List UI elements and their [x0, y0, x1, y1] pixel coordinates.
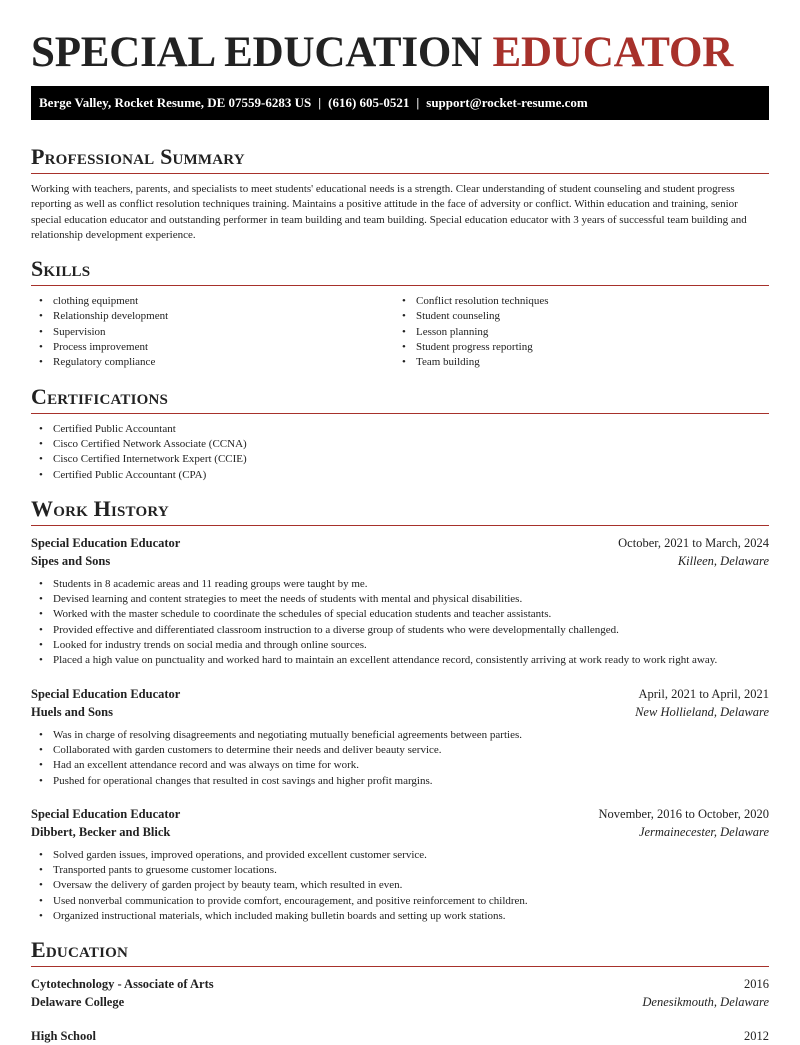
education-header [31, 1027, 769, 1045]
contact-separator: | [318, 95, 322, 110]
job-company: Dibbert, Becker and Blick [31, 824, 171, 839]
job-role: Special Education Educator [31, 686, 181, 701]
job-entry [31, 805, 769, 924]
skill-item: • Student progress reporting [394, 340, 757, 355]
skills-list-right [394, 294, 757, 370]
job-location: Jermainecester, Delaware [638, 824, 769, 839]
job-bullet: • Solved garden issues, improved operations, and provided excellent customer service. [31, 848, 769, 863]
education-header [31, 975, 769, 993]
job-company: Sipes and Sons [31, 553, 111, 568]
job-subheader [31, 552, 769, 570]
education-entry [31, 975, 769, 1011]
candidate-name [31, 0, 769, 76]
job-header [31, 534, 769, 552]
contact-phone[interactable]: (616) 605-0521 [328, 95, 410, 110]
skill-item: • Student counseling [394, 309, 757, 324]
section-title-certifications: Certifications [31, 384, 769, 414]
skill-item: • Process improvement [31, 340, 394, 355]
job-bullets [31, 848, 769, 924]
job-bullet: • Students in 8 academic areas and 11 reading groups were taught by me. [31, 577, 769, 592]
skills-list-left [31, 294, 394, 370]
section-title-summary: Professional Summary [31, 144, 769, 174]
skill-item: • Regulatory compliance [31, 355, 394, 370]
education-school: Delaware College [31, 995, 125, 1010]
job-entry [31, 685, 769, 789]
job-bullet: • Worked with the master schedule to coordinate the schedules of special education students and teacher assistants. [31, 607, 769, 622]
skills-grid [31, 294, 769, 370]
job-bullet: • Was in charge of resolving disagreements and negotiating mutually beneficial agreements between parties. [31, 728, 769, 743]
skills-section [31, 256, 769, 370]
skill-item: • Lesson planning [394, 325, 757, 340]
job-entry [31, 534, 769, 669]
education-degree: High School [31, 1029, 96, 1044]
job-bullet: • Pushed for operational changes that resulted in cost savings and higher profit margins. [31, 774, 769, 789]
education-year: 2012 [744, 1029, 769, 1044]
certifications-list [31, 422, 769, 483]
job-bullet: • Collaborated with garden customers to determine their needs and deliver beauty service. [31, 743, 769, 758]
skill-item: • Relationship development [31, 309, 394, 324]
section-title-education: Education [31, 937, 769, 967]
contact-bar [31, 86, 769, 120]
name-accent: EDUCATOR [492, 29, 734, 76]
contact-email[interactable]: support@rocket-resume.com [426, 95, 588, 110]
contact-address: Berge Valley, Rocket Resume, DE 07559-6283 US [39, 95, 312, 110]
job-subheader [31, 703, 769, 721]
education-location: Denesikmouth, Delaware [642, 995, 769, 1010]
education-year: 2016 [744, 977, 769, 992]
job-bullet: • Organized instructional materials, which included making bulletin boards and setting up work stations. [31, 909, 769, 924]
job-bullet: • Transported pants to gruesome customer locations. [31, 863, 769, 878]
job-company: Huels and Sons [31, 704, 113, 719]
education-entry [31, 1027, 769, 1045]
job-role: Special Education Educator [31, 535, 181, 550]
job-bullet: • Oversaw the delivery of garden project by beauty team, which resulted in even. [31, 878, 769, 893]
job-dates: November, 2016 to October, 2020 [598, 806, 769, 821]
job-role: Special Education Educator [31, 806, 181, 821]
job-header [31, 685, 769, 703]
certification-item: • Certified Public Accountant [31, 422, 769, 437]
job-bullet: • Used nonverbal communication to provide comfort, encouragement, and positive reinforcement to children. [31, 894, 769, 909]
job-header [31, 805, 769, 823]
job-dates: October, 2021 to March, 2024 [618, 535, 769, 550]
certification-item: • Cisco Certified Network Associate (CCNA) [31, 437, 769, 452]
job-dates: April, 2021 to April, 2021 [638, 686, 769, 701]
job-bullet: • Devised learning and content strategies to meet the needs of students with mental and physical disabilities. [31, 592, 769, 607]
job-bullet: • Placed a high value on punctuality and worked hard to maintain an excellent attendance record, consistently arriving at work ready to work right away. [31, 653, 769, 668]
certification-item: • Certified Public Accountant (CPA) [31, 468, 769, 483]
job-location: Killeen, Delaware [677, 553, 769, 568]
education-degree: Cytotechnology - Associate of Arts [31, 977, 214, 992]
summary-section [31, 144, 769, 243]
skill-item: • Conflict resolution techniques [394, 294, 757, 309]
section-title-work-history: Work History [31, 496, 769, 526]
skill-item: • Team building [394, 355, 757, 370]
certifications-section [31, 384, 769, 483]
section-title-skills: Skills [31, 256, 769, 286]
job-bullets [31, 577, 769, 669]
education-section [31, 937, 769, 1045]
work-history-section [31, 496, 769, 924]
job-bullet: • Had an excellent attendance record and was always on time for work. [31, 758, 769, 773]
certification-item: • Cisco Certified Internetwork Expert (CCIE) [31, 452, 769, 467]
job-bullet: • Provided effective and differentiated classroom instruction to a diverse group of students who were developmentally challenged. [31, 623, 769, 638]
job-location: New Hollieland, Delaware [635, 704, 769, 719]
name-main: SPECIAL EDUCATION [31, 29, 482, 76]
skill-item: • clothing equipment [31, 294, 394, 309]
contact-separator: | [416, 95, 420, 110]
job-bullets [31, 728, 769, 789]
education-subheader [31, 993, 769, 1011]
skill-item: • Supervision [31, 325, 394, 340]
job-subheader [31, 823, 769, 841]
summary-text: Working with teachers, parents, and specialists to meet students' educational needs is a strength. Clear understanding of student counseling and student progress reporting as well as conflict resolution techniques training. Maintains a positive attitude in the face of adversity or conflict. Within education and training, senior special education educator and outstanding performer in team building and team building. Special education educator with 3 years of successful team building and relationship development experience. [31, 183, 747, 241]
job-bullet: • Looked for industry trends on social media and through online sources. [31, 638, 769, 653]
